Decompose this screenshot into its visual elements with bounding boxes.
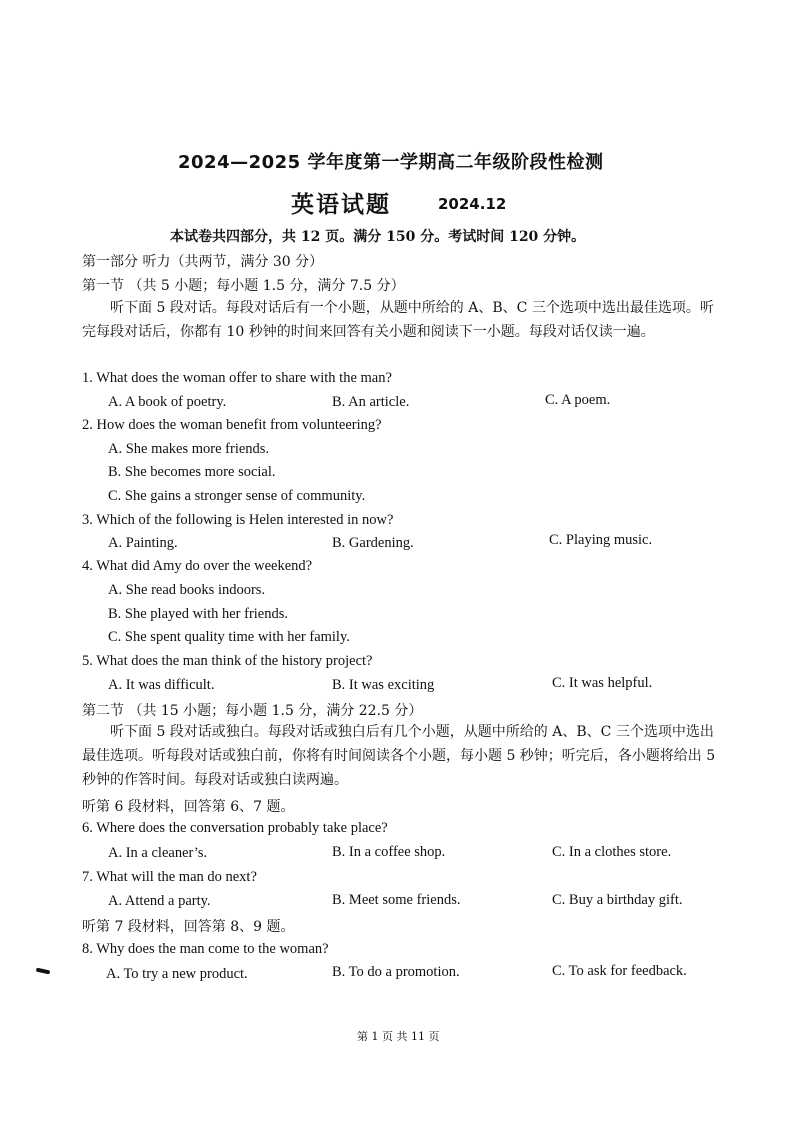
q1-option-c: C. A poem. [545, 392, 611, 408]
q3-option-c: C. Playing music. [549, 532, 653, 548]
q1-option-b: B. An article. [332, 394, 410, 410]
question-8: 8. Why does the man come to the woman? [82, 941, 329, 957]
exam-date: 2024.12 [438, 195, 507, 213]
q4-option-c: C. She spent quality time with her family. [108, 629, 350, 645]
section2-heading: 第二节 （共 15 小题；每小题 1.5 分，满分 22.5 分） [82, 703, 423, 719]
q3-option-a: A. Painting. [108, 535, 178, 551]
question-3: 3. Which of the following is Helen interested in now? [82, 512, 394, 528]
q4-option-b: B. She played with her friends. [108, 606, 289, 622]
question-6: 6. Where does the conversation probably take place? [82, 820, 388, 836]
material-7-label: 听第 7 段材料，回答第 8、9 题。 [82, 919, 295, 935]
material-6-label: 听第 6 段材料，回答第 6、7 题。 [82, 799, 295, 815]
section1-instructions: 听下面 5 段对话。每段对话后有一个小题，从题中所给的 A、B、C 三个选项中选出最佳选项。听完每段对话后，你都有 10 秒钟的时间来回答有关小题和阅读下一小题。每段对话仅读一遍。 [82, 300, 714, 340]
q2-option-a: A. She makes more friends. [108, 441, 270, 457]
q7-option-b: B. Meet some friends. [332, 892, 461, 908]
question-2: 2. How does the woman benefit from volunteering? [82, 417, 382, 433]
q6-option-b: B. In a coffee shop. [332, 844, 446, 860]
q8-option-a: A. To try a new product. [106, 966, 248, 982]
exam-info: 本试卷共四部分，共 12 页。满分 150 分。考试时间 120 分钟。 [170, 229, 586, 245]
scan-mark [36, 968, 51, 975]
q5-option-a: A. It was difficult. [108, 677, 215, 693]
q8-option-c: C. To ask for feedback. [552, 963, 687, 979]
q2-option-b: B. She becomes more social. [108, 464, 276, 480]
q6-option-c: C. In a clothes store. [552, 844, 672, 860]
section2-instructions: 听下面 5 段对话或独白。每段对话或独白后有几个小题，从题中所给的 A、B、C 三个选项中选出最佳选项。听每段对话或独白前，你将有时间阅读各个小题，每小题 5 秒钟；听完后，各小题将给出 5 秒钟的作答时间。每段对话或独白读两遍。 [82, 724, 716, 788]
q3-option-b: B. Gardening. [332, 535, 414, 551]
section1-heading: 第一节 （共 5 小题；每小题 1.5 分，满分 7.5 分） [82, 278, 405, 294]
subject-title: 英语试题 [291, 192, 391, 218]
question-5: 5. What does the man think of the history project? [82, 653, 373, 669]
question-1: 1. What does the woman offer to share with the man? [82, 370, 392, 386]
exam-title: 2024—2025 学年度第一学期高二年级阶段性检测 [178, 152, 604, 173]
q5-option-b: B. It was exciting [332, 677, 435, 693]
q2-option-c: C. She gains a stronger sense of community. [108, 488, 366, 504]
q5-option-c: C. It was helpful. [552, 675, 653, 691]
q1-option-a: A. A book of poetry. [108, 394, 227, 410]
q8-option-b: B. To do a promotion. [332, 964, 460, 980]
question-7: 7. What will the man do next? [82, 869, 257, 885]
q6-option-a: A. In a cleaner’s. [108, 845, 208, 861]
q7-option-c: C. Buy a birthday gift. [552, 892, 683, 908]
page-footer: 第 1 页 共 11 页 [357, 1030, 440, 1043]
q4-option-a: A. She read books indoors. [108, 582, 266, 598]
q7-option-a: A. Attend a party. [108, 893, 211, 909]
question-4: 4. What did Amy do over the weekend? [82, 558, 313, 574]
part1-heading: 第一部分 听力（共两节，满分 30 分） [82, 254, 324, 270]
